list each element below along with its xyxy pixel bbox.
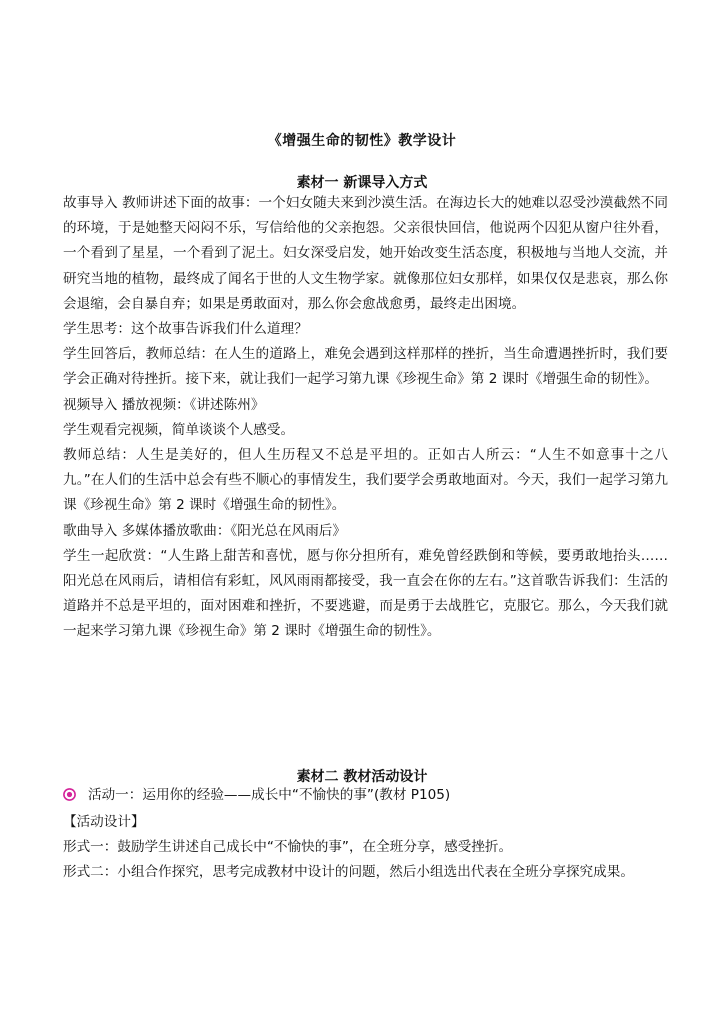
paragraph: 形式一：鼓励学生讲述自己成长中“不愉快的事”，在全班分享，感受挫折。 [63,839,513,856]
paragraph: 故事导入 教师讲述下面的故事：一个妇女随夫来到沙漠生活。在海边长大的她难以忍受沙漠截然不同的环境，于是她整天闷闷不乐，写信给他的父亲抱怨。父亲很快回信，他说两个囚犯从窗户往外看，一个看到了星星，一个看到了泥土。妇女深受启发，她开始改变生活态度，积极地与当地人交流，并研究当地的植物，最终成了闻名于世的人文生物学家。就像那位妇女那样，如果仅仅是悲哀，那么你会退缩，会自暴自弃；如果是勇敢面对，那么你会愈战愈勇，最终走出困境。 [63,195,668,312]
paragraph: 学生回答后，教师总结：在人生的道路上，难免会遇到这样那样的挫折，当生命遭遇挫折时，我们要学会正确对待挫折。接下来，就让我们一起学习第九课《珍视生命》第 2 课时《增强生命的韧性》。 [63,346,668,388]
bullseye-icon [63,785,76,798]
paragraph: 歌曲导入 多媒体播放歌曲：《阳光总在风雨后》 [63,522,346,539]
section2-body [63,810,668,886]
paragraph: 教师总结：人生是美好的，但人生历程又不总是平坦的。正如古人所云：“人生不如意事十之八九。”在人们的生活中总会有些不顺心的事情发生，我们要学会勇敢地面对。今天，我们一起学习第九课《珍视生命》第 2 课时《增强生命的韧性》。 [63,447,668,514]
paragraph: 学生观看完视频，简单谈谈个人感受。 [63,421,295,438]
paragraph: 视频导入 播放视频：《讲述陈州》 [63,396,265,413]
paragraph: 学生思考：这个故事告诉我们什么道理？ [63,321,308,338]
paragraph: 形式二：小组合作探究，思考完成教材中设计的问题，然后小组选出代表在全班分享探究成果。 [63,864,634,881]
section2-heading: 素材二 教材活动设计 [296,769,428,785]
paragraph: 【活动设计】 [63,814,145,830]
activity-title: 活动一：运用你的经验——成长中“不愉快的事”(教材 P105) [88,787,451,803]
section1-body [63,191,668,645]
section1-heading: 素材一 新课导入方式 [296,175,428,191]
activity-line [63,783,668,808]
paragraph: 学生一起欣赏：“人生路上甜苦和喜忧，愿与你分担所有，难免曾经跌倒和等候，要勇敢地抬头……阳光总在风雨后，请相信有彩虹，风风雨雨都接受，我一直会在你的左右。”这首歌告诉我们：生活的道路并不总是平坦的，面对困难和挫折，不要逃避，而是勇于去战胜它，克服它。那么，今天我们就一起来学习第九课《珍视生命》第 2 课时《增强生命的韧性》。 [63,547,668,640]
document-title: 《增强生命的韧性》教学设计 [267,133,457,149]
